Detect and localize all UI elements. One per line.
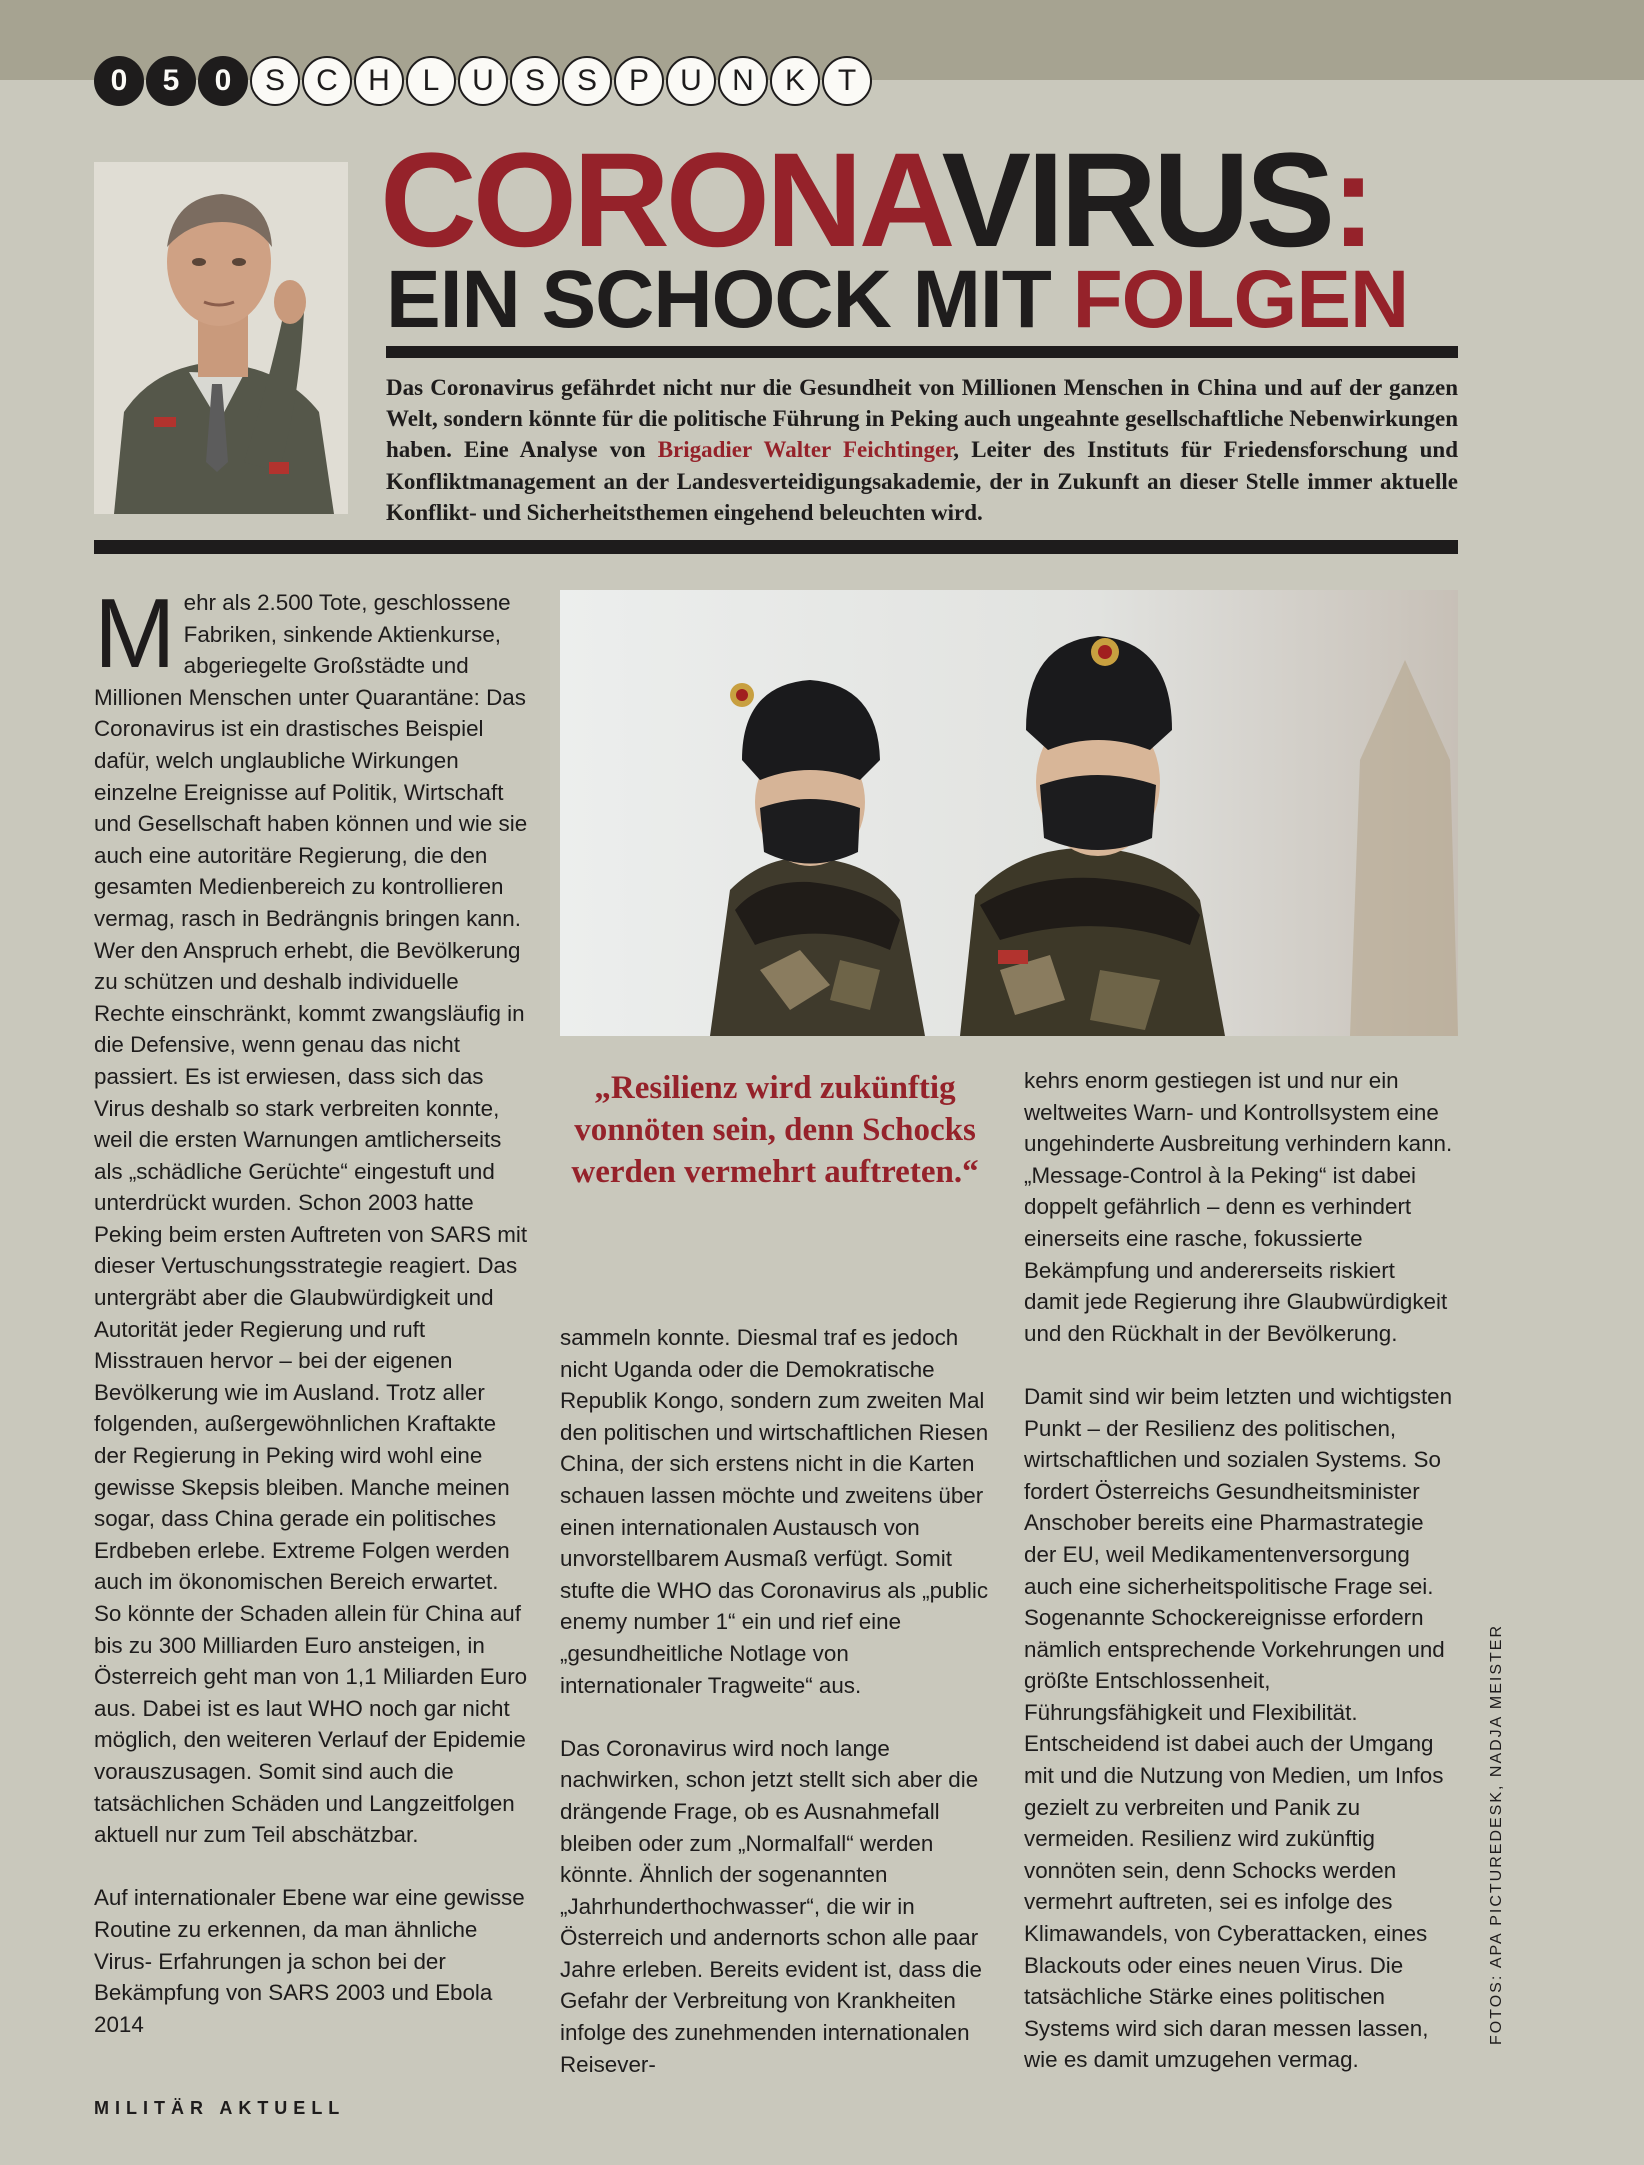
intro-text-after: , Leiter des Instituts für Friedensforschung und Konfliktmanagement an der Landesverteidigungsakademie, der in Zukunft an dieser Stelle immer aktuelle Konflikt- und Sicherheitsthemen eingehend beleuchten wird. [386,437,1458,525]
column-2-paragraph-2: Das Coronavirus wird noch lange nachwirken, schon jetzt stellt sich aber die drängende Frage, ob es Ausnahmefall bleiben oder zum „Normalfall“ werden könnte. Ähnlich der sogenannten „Jahrhunderthochwasser“, die wir in Österreich und andernorts schon alle paar Jahre erleben. Bereits evident ist, dass die Gefahr der Verbreitung von Krankheiten infolge des zunehmenden internationalen Reisever- [560,1735,982,2077]
page-number-digit: 0 [198,56,248,106]
column-1-paragraph-1 [94,578,528,1851]
column-2-paragraph-1: sammeln konnte. Diesmal traf es jedoch nicht Uganda oder die Demokratische Republik Kongo, sondern zum zweiten Mal den politischen und wirtschaftlichen Riesen China, der sich erstens nicht in die Karten schauen lassen möchte und zweitens über einen internationalen Austausch von unvorstellbarem Ausmaß verfügt. Somit stufte die WHO das Coronavirus als „public enemy number 1“ ein und rief eine „gesundheitliche Notlage von internationaler Tragweite“ aus. [560,1325,989,1698]
column-3-paragraph-2: Damit sind wir beim letzten und wichtigsten Punkt – der Resilienz des politischen, wirtschaftlichen und sozialen Systems. So fordert Österreichs Gesundheitsminister Anschober bereits eine Pharmastrategie der EU, weil Medikamentenversorgung auch eine sicherheitspolitische Frage sei. Sogenannte Schockereignisse erfordern nämlich entsprechende Vorkehrungen und größte Entschlossenheit, Führungsfähigkeit und Flexibilität. Entscheidend ist dabei auch der Umgang mit und die Nutzung von Medien, um Infos gezielt zu verbreiten und Panik zu vermeiden. Resilienz wird zukünftig vonnöten sein, denn Schocks werden vermehrt auftreten, sei es infolge des Klimawandels, von Cyberattacken, eines Blackouts oder eines neuen Virus. Die tatsächliche Stärke eines politischen Systems wird sich daran messen lassen, wie es damit umzugehen vermag. [1024,1383,1453,2073]
column-3-paragraph-1: kehrs enorm gestiegen ist und nur ein weltweites Warn- und Kontrollsystem eine ungehinderte Ausbreitung verhindern kann. „Message-Control à la Peking“ ist dabei doppelt gefährlich – denn es verhindert einerseits eine rasche, fokussierte Bekämpfung und andererseits riskiert damit jede Regierung ihre Glaubwürdigkeit und den Rückhalt in der Bevölkerung. [1024,1068,1453,1346]
section-letter: H [354,56,404,106]
intro-rule [94,540,1458,554]
article-column-3 [1024,1065,1454,2076]
headline-corona: CORONA [380,126,942,275]
section-letter: U [458,56,508,106]
page-header [94,56,872,108]
headline-virus: VIRUS [941,126,1332,275]
section-letter: S [250,56,300,106]
section-letter: L [406,56,456,106]
column-1-paragraph-2: Auf internationaler Ebene war eine gewisse Routine zu erkennen, da man ähnliche Virus- Erfahrungen ja schon bei der Bekämpfung von SARS 2003 und Ebola 2014 [94,1885,525,2037]
section-letter: S [510,56,560,106]
intro-author-name: Brigadier Walter Feichtinger [657,437,954,463]
section-letter: P [614,56,664,106]
page-number-digit: 5 [146,56,196,106]
drop-cap: M [94,578,176,688]
column-1-text-1: ehr als 2.500 Tote, geschlossene Fabriken, sinkende Aktienkurse, abgeriegelte Großstädte und Millionen Menschen unter Quarantäne: Das Coronavirus ist ein drastisches Beispiel dafür, welch unglaubliche Wirkungen einzelne Ereignisse auf Politik, Wirtschaft und Gesellschaft haben können und wie sie auch eine autoritäre Regierung, die den gesamten Medienbereich zu kontrollieren vermag, rasch in Bedrängnis bringen kann. Wer den Anspruch erhebt, die Bevölkerung zu schützen und deshalb individuelle Rechte einschränkt, kommt zwangsläufig in die Defensive, wenn genau das nicht passiert. Es ist erwiesen, dass sich das Virus deshalb so stark verbreiten konnte, weil die ersten Warnungen amtlicherseits als „schädliche Gerüchte“ eingestuft und unterdrückt wurden. Schon 2003 hatte Peking beim ersten Auftreten von SARS mit dieser Vertuschungsstrategie reagiert. Das untergräbt aber die Glaubwürdigkeit und Autorität jeder Regierung und ruft Misstrauen hervor – bei der eigenen Bevölkerung wie im Ausland. Trotz aller folgenden, außergewöhnlichen Kraftakte der Regierung in Peking wird wohl eine gewisse Skepsis bleiben. Manche meinen sogar, dass China gerade ein politisches Erdbeben erlebe. Extreme Folgen werden auch im ökonomischen Bereich erwartet. So könnte der Schaden allein für China auf bis zu 300 Milliarden Euro ansteigen, in Österreich geht man von 1,1 Miliarden Euro aus. Dabei ist es laut WHO noch gar nicht möglich, den weiteren Verlauf der Epidemie vorauszusagen. Somit sind auch die tatsächlichen Schäden und Langzeitfolgen aktuell nur zum Teil abschätzbar. [94,590,528,1848]
soldiers-photo [560,590,1458,1036]
headline-colon: : [1331,126,1372,275]
magazine-footer: MILITÄR AKTUELL [94,2098,346,2118]
section-letter: N [718,56,768,106]
headline-ein-schock-mit: EIN SCHOCK MIT [386,254,1073,345]
section-letter: C [302,56,352,106]
intro-paragraph [386,372,1458,528]
headline-line-2 [386,254,1409,345]
section-letter: K [770,56,820,106]
author-portrait [94,162,348,514]
headline-rule [386,346,1458,358]
section-letter: S [562,56,612,106]
page-number-digit: 0 [94,56,144,106]
intro-text-before: Das Coronavirus gefährdet nicht nur die Gesundheit von Millionen Menschen in China und auf der ganzen Welt, sondern könnte für die politische Führung in Peking auch ungeahnte gesellschaftliche Nebenwirkungen haben. Eine Analyse von [386,375,1458,463]
section-letter: T [822,56,872,106]
section-letter: U [666,56,716,106]
pull-quote: „Resilienz wird zukünftig vonnöten sein, denn Schocks werden vermehrt auftreten.“ [571,1070,979,1190]
article-column-1 [94,578,528,2040]
article-column-2 [560,1322,990,2080]
headline-folgen: FOLGEN [1072,254,1409,345]
headline-line-1 [380,126,1372,275]
photo-credit: FOTOS: APA PICTUREDESK, NADJA MEISTER [1488,1623,1505,2045]
